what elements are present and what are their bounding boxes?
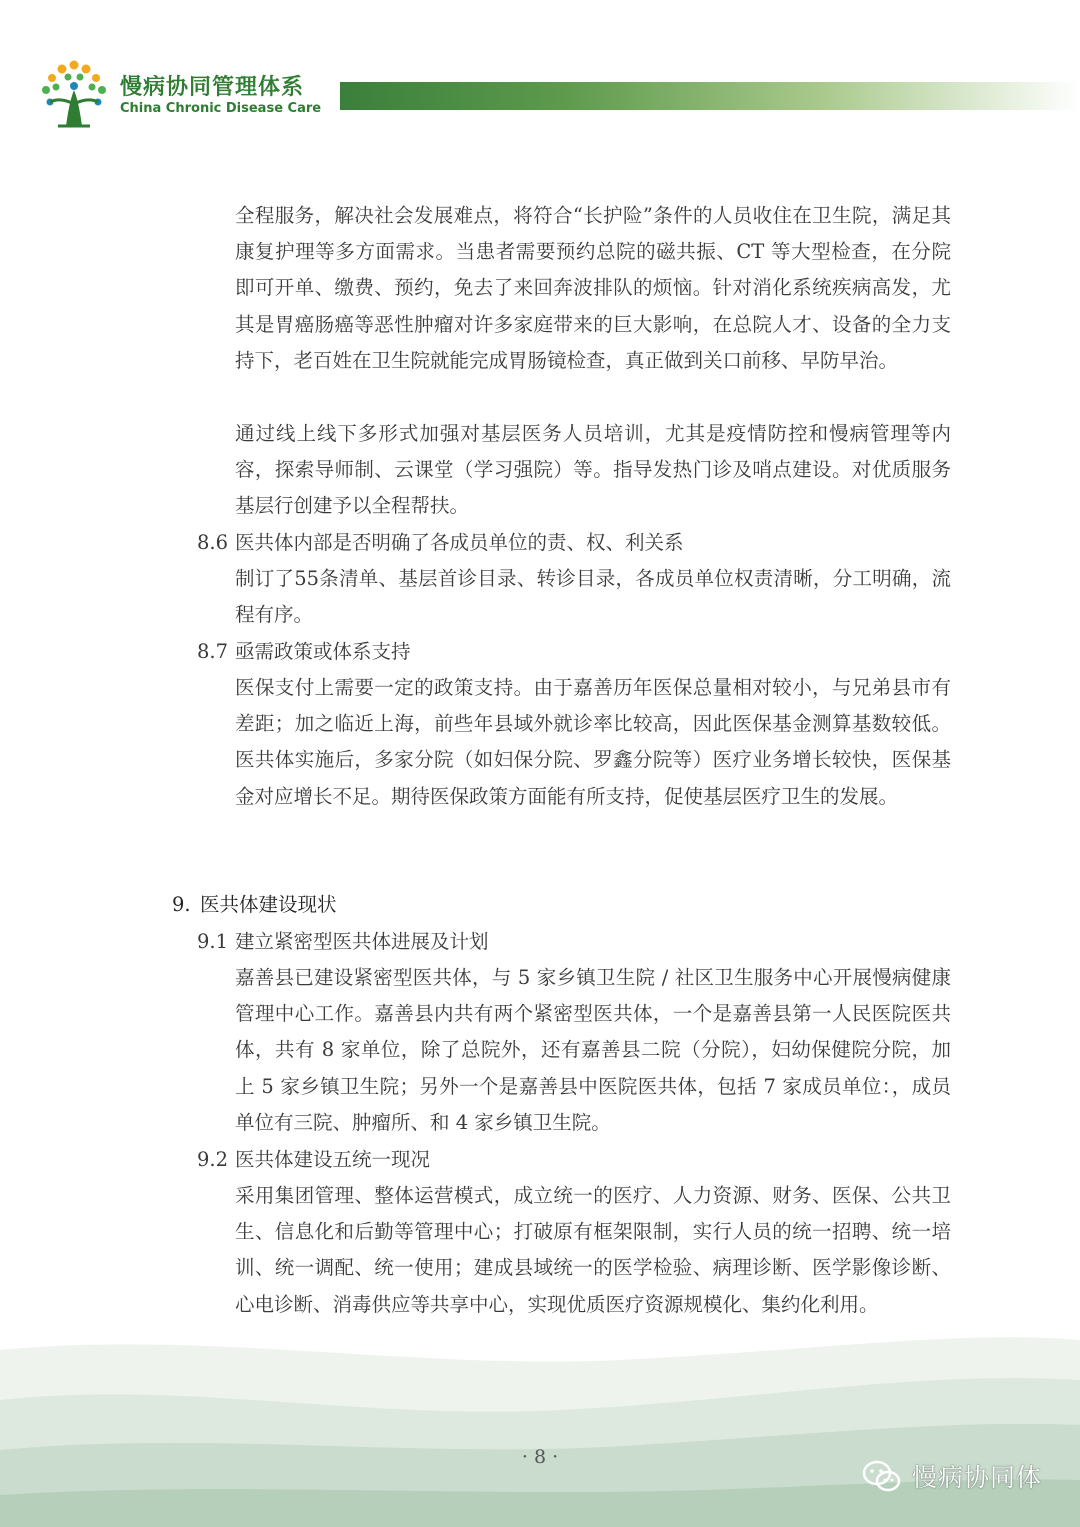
section-9-2-heading: [197, 1142, 957, 1178]
intro-paragraph-2: 通过线上线下多形式加强对基层医务人员培训，尤其是疫情防控和慢病管理等内容，探索导师制、云课堂（学习强院）等。指导发热门诊及哨点建设。对优质服务基层行创建予以全程帮扶。: [235, 422, 951, 518]
wechat-icon: [862, 1460, 902, 1494]
section-title: 建立紧密型医共体进展及计划: [235, 930, 489, 953]
section-9-heading: [172, 887, 932, 923]
tree-logo-icon: [40, 60, 108, 130]
section-title: 医共体建设五统一现况: [235, 1148, 431, 1171]
section-8-6-body: 制订了55条清单、基层首诊目录、转诊目录，各成员单位权责清晰，分工明确，流程有序。: [235, 567, 951, 627]
brand-title-cn: 慢病协同管理体系: [120, 75, 305, 100]
section-8-7-heading: [197, 634, 957, 670]
section-9-2-body: 采用集团管理、整体运营模式，成立统一的医疗、人力资源、财务、医保、公共卫生、信息化和后勤等管理中心；打破原有框架限制，实行人员的统一招聘、统一培训、统一调配、统一使用；建成县域统一的医学检验、病理诊断、医学影像诊断、心电诊断、消毒供应等共享中心，实现优质医疗资源规模化、集约化利用。: [235, 1184, 951, 1316]
page-header: [0, 0, 1080, 160]
section-8-6-heading: [197, 525, 957, 561]
section-title: 亟需政策或体系支持: [235, 640, 411, 663]
section-number: 9.2: [197, 1148, 229, 1171]
page-number: · 8 ·: [521, 1446, 559, 1468]
intro-paragraph-1: 全程服务，解决社会发展难点，将符合“长护险”条件的人员收住在卫生院，满足其康复护理等多方面需求。当患者需要预约总院的磁共振、CT 等大型检查，在分院即可开单、缴费、预约，免去了来回奔波排队的烦恼。针对消化系统疾病高发，尤其是胃癌肠癌等恶性肿瘤对许多家庭带来的巨大影响，在总院人才、设备的全力支持下，老百姓在卫生院就能完成胃肠镜检查，真正做到关口前移、早防早治。: [235, 204, 951, 372]
section-number: 9.: [172, 893, 191, 916]
section-number: 8.7: [197, 640, 229, 663]
section-9-1-heading: [197, 924, 957, 960]
section-9-1-body: 嘉善县已建设紧密型医共体，与 5 家乡镇卫生院 / 社区卫生服务中心开展慢病健康管理中心工作。嘉善县内共有两个紧密型医共体，一个是嘉善县第一人民医院医共体，共有 8 家单位，除了总院外，还有嘉善县二院（分院），妇幼保健院分院，加上 5 家乡镇卫生院；另外一个是嘉善县中医院医共体，包括 7 家成员单位：，成员单位有三院、肿瘤所、和 4 家乡镇卫生院。: [235, 966, 951, 1134]
header-gradient-bar: [340, 82, 1080, 110]
section-title: 医共体建设现状: [200, 893, 337, 916]
section-title: 医共体内部是否明确了各成员单位的责、权、利关系: [235, 531, 684, 554]
footer-wave-decoration: [0, 1310, 1080, 1527]
wechat-account-name: 慢病协同体: [912, 1463, 1043, 1492]
section-8-7-body: 医保支付上需要一定的政策支持。由于嘉善历年医保总量相对较小，与兄弟县市有差距；加之临近上海，前些年县域外就诊率比较高，因此医保基金测算基数较低。医共体实施后，多家分院（如妇保分院、罗鑫分院等）医疗业务增长较快，医保基金对应增长不足。期待医保政策方面能有所支持，促使基层医疗卫生的发展。: [235, 676, 951, 808]
brand-title-en: China Chronic Disease Care: [120, 101, 322, 116]
section-number: 9.1: [197, 930, 229, 953]
section-number: 8.6: [197, 531, 229, 554]
